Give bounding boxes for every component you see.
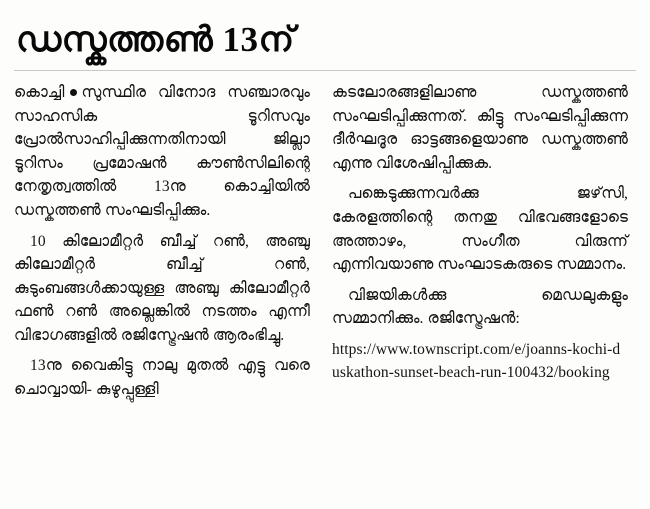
body-paragraph: 10 കിലോമീറ്റര്‍ ബീച്ച് റണ്‍, അഞ്ചു കിലോമീറ്റര്‍ ബീച്ച് റണ്‍, കുടുംബങ്ങള്‍ക്കായുള്ള അഞ്ചു കിലോമീറ്റര്‍ ഫണ്‍ റണ്‍ അല്ലെങ്കില്‍ നടത്തം എന്നീ വിഭാഗങ്ങളില്‍ രജിസ്ട്രേഷന്‍ ആരംഭിച്ചു. (14, 232, 310, 344)
right-column (332, 81, 628, 391)
article-columns (14, 81, 636, 408)
lead-paragraph (14, 81, 310, 222)
body-paragraph: വിജയികള്‍ക്കു മെഡലുകളും സമ്മാനിക്കും. രജിസ്ട്രേഷന്‍: (332, 286, 628, 328)
registration-url[interactable]: https://www.townscript.com/e/joanns-kochi-duskathon-sunset-beach-run-100432/booking (332, 340, 621, 381)
dateline: കൊച്ചി (14, 84, 65, 102)
lead-paragraph-text: സുസ്ഥിര വിനോദ സഞ്ചാരവും സാഹസിക ടൂറിസവും പ്രോല്‍സാഹിപ്പിക്കുന്നതിനായി ജില്ലാ ടൂറിസം പ്രമോഷന്‍ കൗണ്‍സിലിന്റെ നേതൃത്വത്തില്‍ 13നു കൊച്ചിയില്‍ ഡസ്കത്തണ്‍ സംഘടിപ്പിക്കും. (14, 84, 310, 219)
body-paragraph: കടലോരങ്ങളിലാണു ഡസ്കത്തണ്‍ സംഘടിപ്പിക്കുന്നത്. കിട്ടു സംഘടിപ്പിക്കുന്ന ദീര്‍ഘദൂര ഓട്ടങ്ങളെയാണു ഡസ്കത്തണ്‍ എന്നു വിശേഷിപ്പിക്കുക. (332, 84, 628, 172)
page-title: ഡസ്കത്തണ്‍ 13ന് (16, 20, 295, 59)
body-paragraph: 13നു വൈകിട്ടു നാലു മുതല്‍ എട്ടു വരെ ചൊവ്വായി- കുഴുപ്പുള്ളി (14, 357, 310, 398)
body-paragraph: പങ്കെടുക്കുന്നവര്‍ക്കു ജഴ്‌സി, കേരളത്തിന്റെ തനതു വിഭവങ്ങളോടെ അത്താഴം, സംഗീത വിരുന്ന് എന്നിവയാണു സംഘാടകരുടെ സമ്മാനം. (332, 185, 628, 274)
left-column (14, 81, 310, 408)
bullet-icon (70, 89, 77, 96)
header-divider (14, 70, 636, 71)
